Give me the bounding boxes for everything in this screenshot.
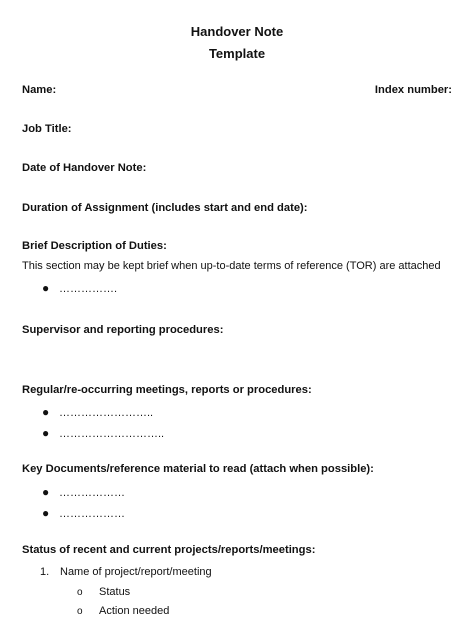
key-documents-bullet-item (42, 506, 125, 520)
supervisor-heading: Supervisor and reporting procedures: (22, 324, 224, 336)
job-title-field-label: Job Title: (22, 123, 72, 135)
placeholder-dots: …………………….. (59, 407, 154, 419)
status-sub-item (77, 586, 130, 598)
placeholder-dots: ……………… (59, 487, 125, 499)
meetings-heading: Regular/re-occurring meetings, reports or procedures: (22, 384, 312, 396)
index-number-field-label: Index number: (374, 84, 452, 96)
placeholder-dots: ……………………….. (59, 428, 165, 440)
document-title: Handover Note (190, 24, 284, 39)
item-label: Name of project/report/meeting (60, 566, 212, 578)
placeholder-dots: ……………. (59, 283, 118, 295)
sub-item-label: Action needed (99, 605, 170, 617)
circle-bullet-icon: o (77, 606, 83, 617)
date-of-handover-field-label: Date of Handover Note: (22, 162, 147, 174)
name-field-label: Name: (22, 84, 57, 96)
duties-description: This section may be kept brief when up-to-date terms of reference (TOR) are attached (22, 260, 441, 272)
bullet-icon: ● (42, 405, 50, 419)
placeholder-dots: ……………… (59, 508, 125, 520)
bullet-icon: ● (42, 485, 50, 499)
meetings-bullet-item (42, 426, 164, 440)
status-sub-item (77, 605, 169, 617)
bullet-icon: ● (42, 506, 50, 520)
key-documents-heading: Key Documents/reference material to read (attach when possible): (22, 463, 374, 475)
sub-item-label: Status (99, 586, 131, 598)
duties-heading: Brief Description of Duties: (22, 240, 167, 252)
duties-bullet-item (42, 281, 117, 295)
duration-field-label: Duration of Assignment (includes start and end date): (22, 202, 308, 214)
document-subtitle: Template (208, 46, 266, 61)
item-number: 1. (40, 566, 50, 578)
meetings-bullet-item (42, 405, 153, 419)
circle-bullet-icon: o (77, 587, 83, 598)
bullet-icon: ● (42, 426, 50, 440)
bullet-icon: ● (42, 281, 50, 295)
status-heading: Status of recent and current projects/reports/meetings: (22, 544, 316, 556)
key-documents-bullet-item (42, 485, 125, 499)
status-numbered-item (40, 566, 212, 578)
